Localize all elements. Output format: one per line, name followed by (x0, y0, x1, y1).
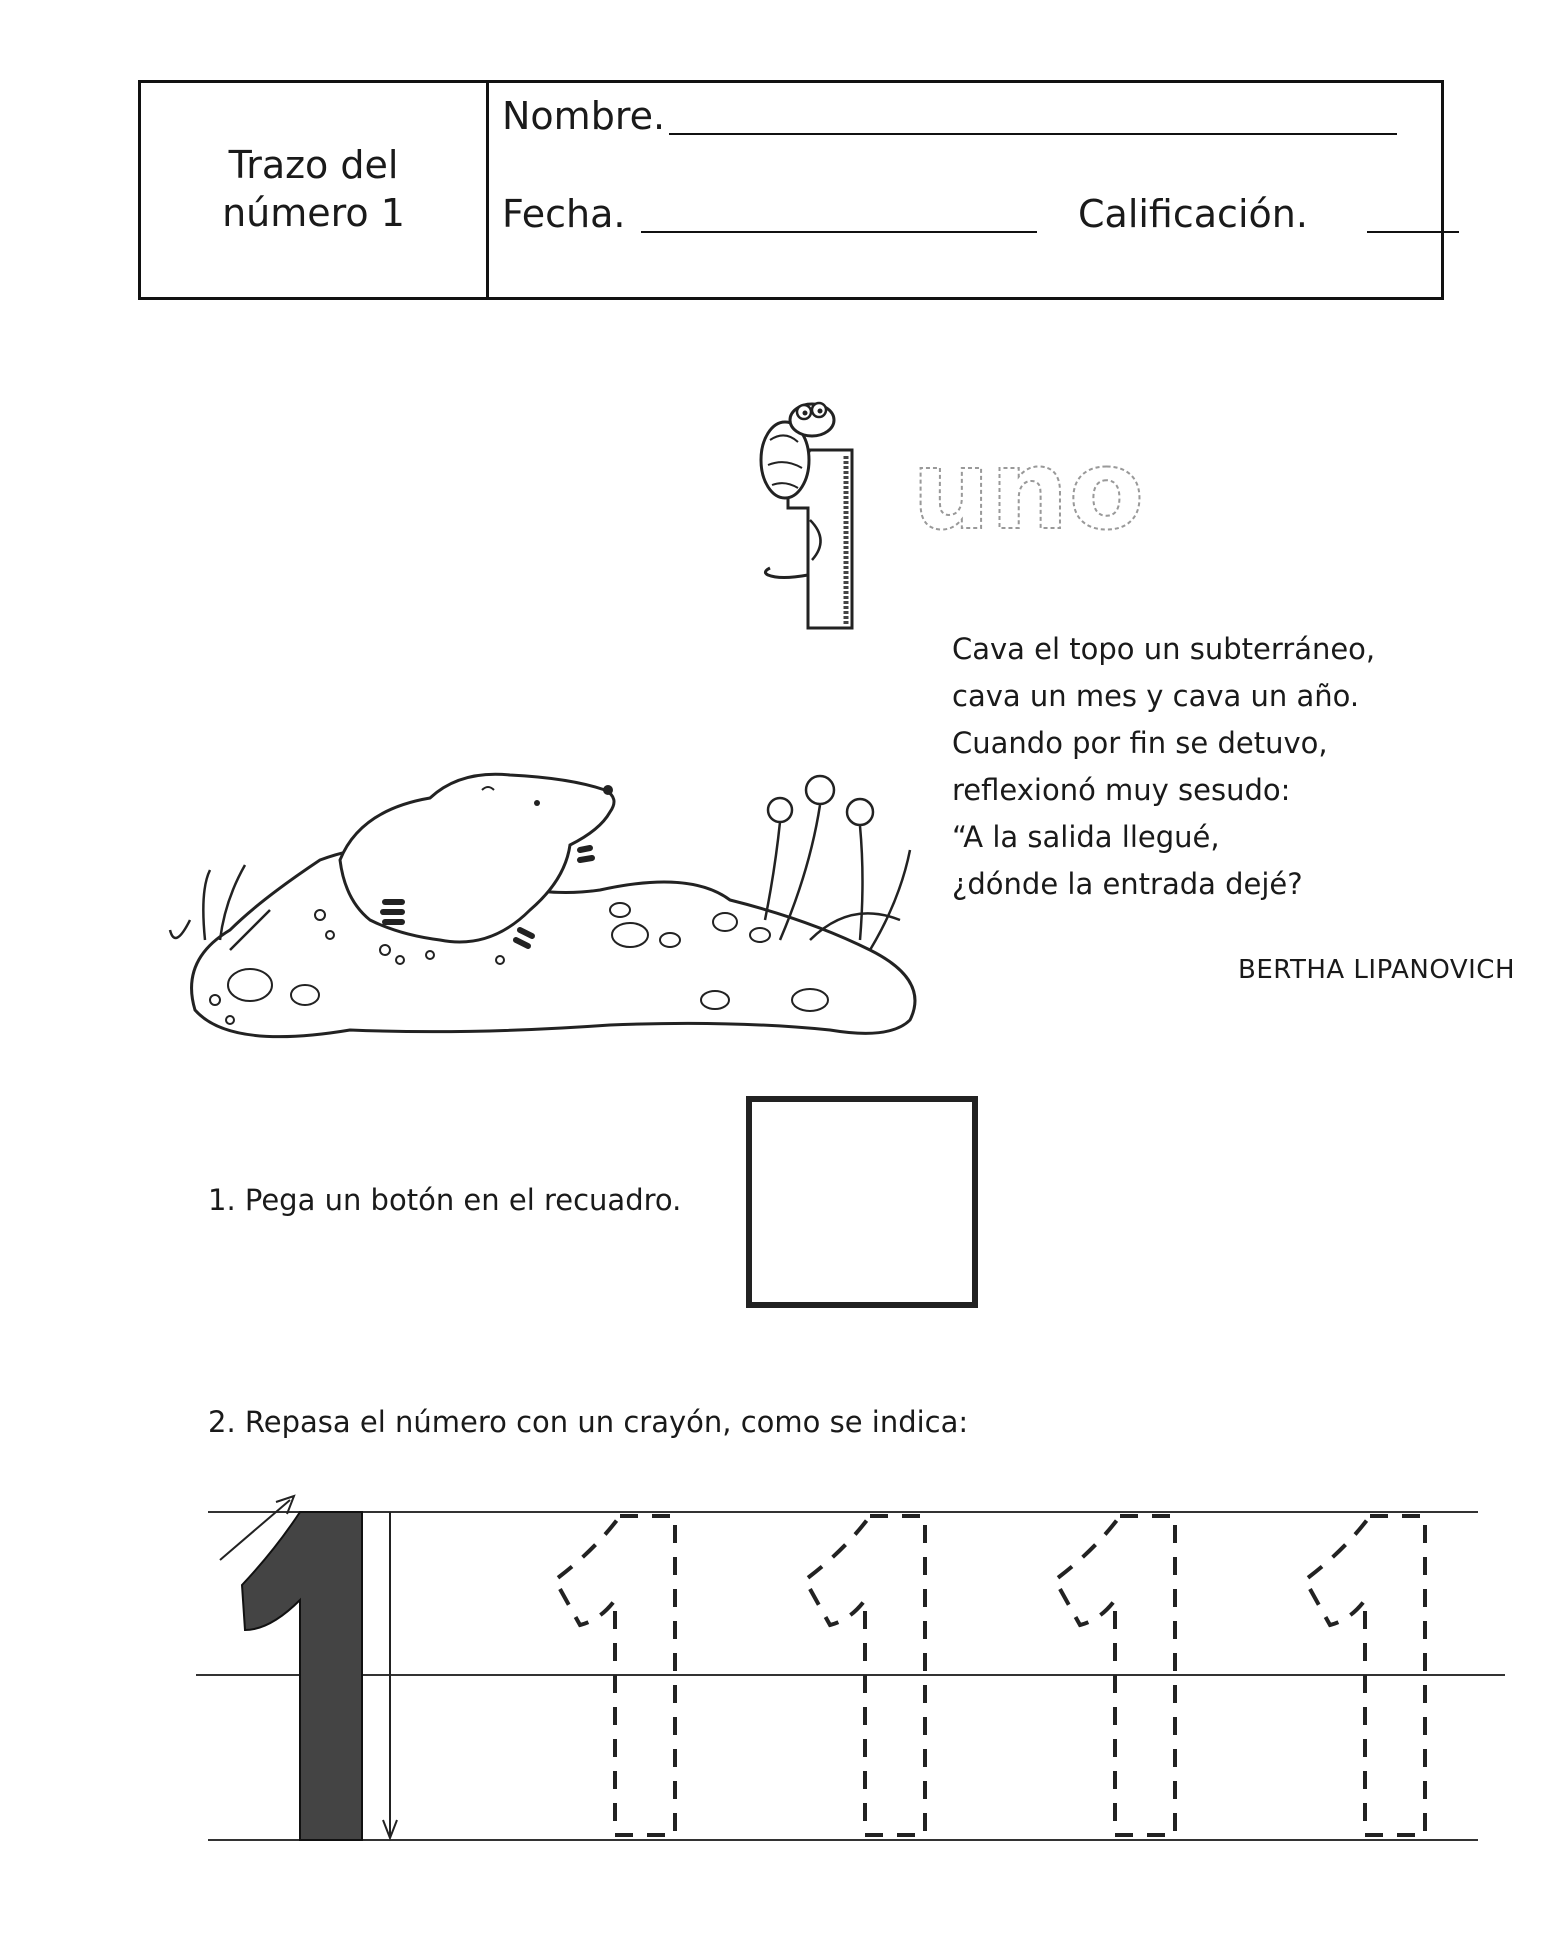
poem-line: “A la salida llegué, (952, 820, 1220, 854)
name-field[interactable] (669, 133, 1397, 135)
poem-line: cava un mes y cava un año. (952, 679, 1360, 713)
date-label: Fecha. (502, 192, 626, 236)
exercise-2-instruction: 2. Repasa el número con un crayón, como se indica: (208, 1405, 969, 1439)
grade-field[interactable] (1367, 231, 1459, 233)
worksheet-header (138, 80, 1444, 300)
number-word-uno (912, 426, 1172, 554)
name-label: Nombre. (502, 94, 666, 138)
tracing-area[interactable] (0, 1480, 1555, 1860)
poem-line: reflexionó muy sesudo: (952, 773, 1291, 807)
poem-line: Cuando por fin se detuvo, (952, 726, 1328, 760)
student-fields (489, 83, 1441, 297)
svg-text:uno: uno (912, 426, 1145, 554)
worksheet-title-line-2: número 1 (222, 191, 405, 235)
poem-line: ¿dónde la entrada dejé? (952, 867, 1303, 901)
poem (952, 626, 1375, 908)
worksheet-title-line-1: Trazo del (228, 143, 399, 187)
date-field[interactable] (641, 231, 1037, 233)
poem-author: BERTHA LIPANOVICH (1238, 955, 1515, 985)
grade-label: Calificación. (1078, 192, 1308, 236)
poem-line: Cava el topo un subterráneo, (952, 632, 1376, 666)
worksheet-title-cell (141, 83, 489, 297)
turtle-number-one-illustration (740, 390, 870, 630)
exercise-1-instruction: 1. Pega un botón en el recuadro. (208, 1183, 682, 1217)
mole-illustration (170, 750, 940, 1050)
button-paste-box[interactable] (746, 1096, 978, 1308)
